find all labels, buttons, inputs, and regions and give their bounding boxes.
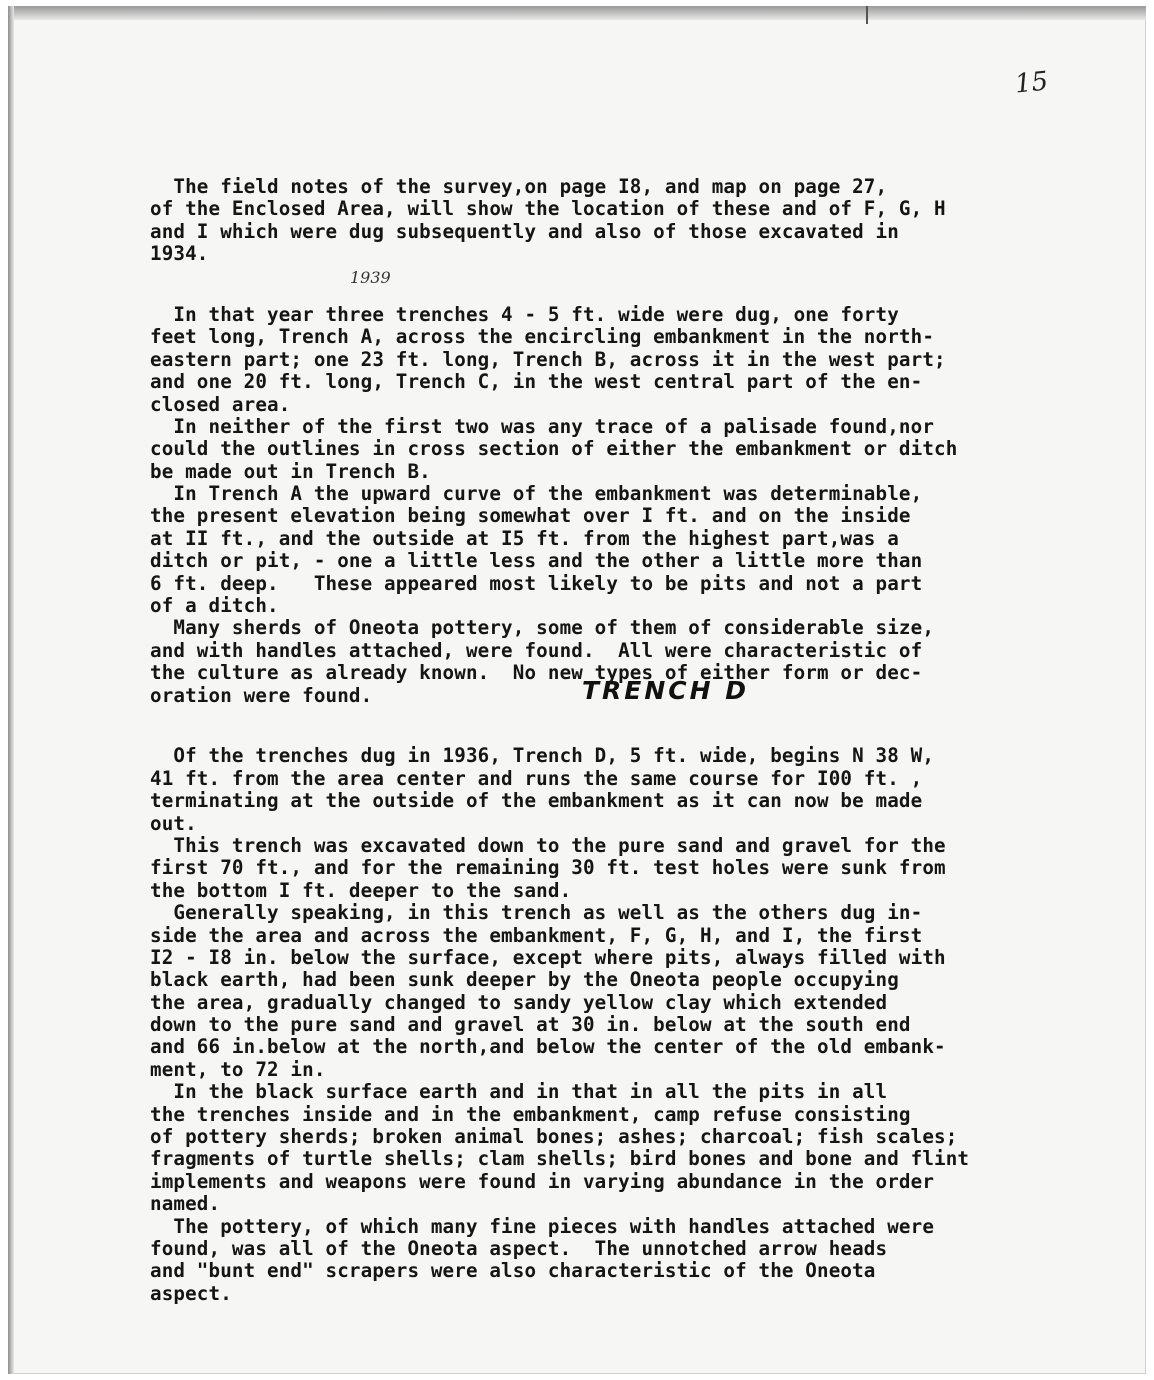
text-line: Generally speaking, in this trench as well as the others dug in- [150, 901, 923, 925]
text-line: down to the pure sand and gravel at 30 in. below at the south end [150, 1013, 911, 1037]
text-line: and with handles attached, were found. All were characteristic of [150, 638, 923, 662]
page-number: 15 [1013, 66, 1050, 100]
text-line: The pottery, of which many fine pieces with handles attached were [150, 1214, 935, 1238]
text-line: at II ft., and the outside at I5 ft. from the highest part,was a [150, 526, 899, 550]
text-line: the bottom I ft. deeper to the sand. [150, 878, 572, 902]
text-line: first 70 ft., and for the remaining 30 ft. test holes were sunk from [150, 856, 946, 880]
text-line: be made out in Trench B. [150, 459, 431, 483]
paragraph-gap [150, 288, 1120, 304]
paragraph-gap [150, 729, 1120, 745]
paragraph-gap [150, 707, 1120, 729]
text-line: out. [150, 811, 197, 835]
text-line: ment, to 72 in. [150, 1057, 326, 1081]
typed-body-text [150, 176, 1120, 1305]
text-line: feet long, Trench A, across the encircling embankment in the north- [150, 325, 935, 349]
text-line: fragments of turtle shells; clam shells; bird bones and bone and flint [150, 1147, 970, 1171]
text-line: ditch or pit, - one a little less and the other a little more than [150, 549, 923, 573]
text-line: Many sherds of Oneota pottery, some of them of considerable size, [150, 616, 935, 640]
text-line: eastern part; one 23 ft. long, Trench B, across it in the west part; [150, 347, 946, 371]
scan-top-edge [8, 6, 1146, 20]
text-line: oration were found. [150, 683, 373, 707]
text-line: the culture as already known. No new types of either form or dec- [150, 661, 923, 685]
text-line: could the outlines in cross section of either the embankment or ditch [150, 437, 958, 461]
text-line: and I which were dug subsequently and also of those excavated in [150, 219, 899, 243]
text-line: and 66 in.below at the north,and below the center of the old embank- [150, 1035, 946, 1059]
text-line: I2 - I8 in. below the surface, except where pits, always filled with [150, 945, 946, 969]
text-line: and "bunt end" scrapers were also characteristic of the Oneota [150, 1259, 876, 1283]
text-line: side the area and across the embankment, F, G, H, and I, the first [150, 923, 923, 947]
text-line: implements and weapons were found in varying abundance in the order [150, 1169, 935, 1193]
text-line: Of the trenches dug in 1936, Trench D, 5 ft. wide, begins N 38 W, [150, 744, 935, 768]
scan-left-edge [8, 6, 14, 1374]
text-line: 41 ft. from the area center and runs the same course for I00 ft. , [150, 766, 923, 790]
paragraph-gap [150, 266, 1120, 288]
text-line: closed area. [150, 392, 291, 416]
text-line: the present elevation being somewhat over I ft. and on the inside [150, 504, 911, 528]
text-line: found, was all of the Oneota aspect. The unnotched arrow heads [150, 1236, 888, 1260]
text-line: The field notes of the survey,on page I8, and map on page 27, [150, 175, 888, 198]
text-line: the trenches inside and in the embankment, camp refuse consisting [150, 1102, 911, 1126]
text-line: This trench was excavated down to the pure sand and gravel for the [150, 833, 946, 857]
text-line: 1934. [150, 242, 209, 266]
text-line: In the black surface earth and in that in all the pits in all [150, 1080, 888, 1104]
text-line: black earth, had been sunk deeper by the Oneota people occupying [150, 968, 899, 992]
text-line: In Trench A the upward curve of the embankment was determinable, [150, 482, 923, 506]
paragraph-1934-trenches [150, 304, 1120, 707]
text-line: 6 ft. deep. These appeared most likely to be pits and not a part [150, 571, 923, 595]
text-line: of a ditch. [150, 594, 279, 618]
text-line: of the Enclosed Area, will show the location of these and of F, G, H [150, 197, 946, 221]
fold-mark [866, 6, 868, 24]
text-line: aspect. [150, 1281, 232, 1305]
paragraph-survey-notes [150, 176, 1120, 266]
text-line: terminating at the outside of the embankment as it can now be made [150, 789, 923, 813]
text-line: named. [150, 1192, 221, 1216]
text-line: the area, gradually changed to sandy yellow clay which extended [150, 990, 888, 1014]
paragraph-trench-d [150, 745, 1120, 1305]
section-heading-trench-d: TRENCH D [582, 676, 750, 705]
text-line: and one 20 ft. long, Trench C, in the west central part of the en- [150, 370, 923, 394]
text-line: of pottery sherds; broken animal bones; ashes; charcoal; fish scales; [150, 1125, 958, 1149]
text-line: In neither of the first two was any trace of a palisade found,nor [150, 414, 935, 438]
text-line: In that year three trenches 4 - 5 ft. wide were dug, one forty [150, 302, 899, 326]
handwritten-year-annotation: 1939 [350, 268, 391, 287]
